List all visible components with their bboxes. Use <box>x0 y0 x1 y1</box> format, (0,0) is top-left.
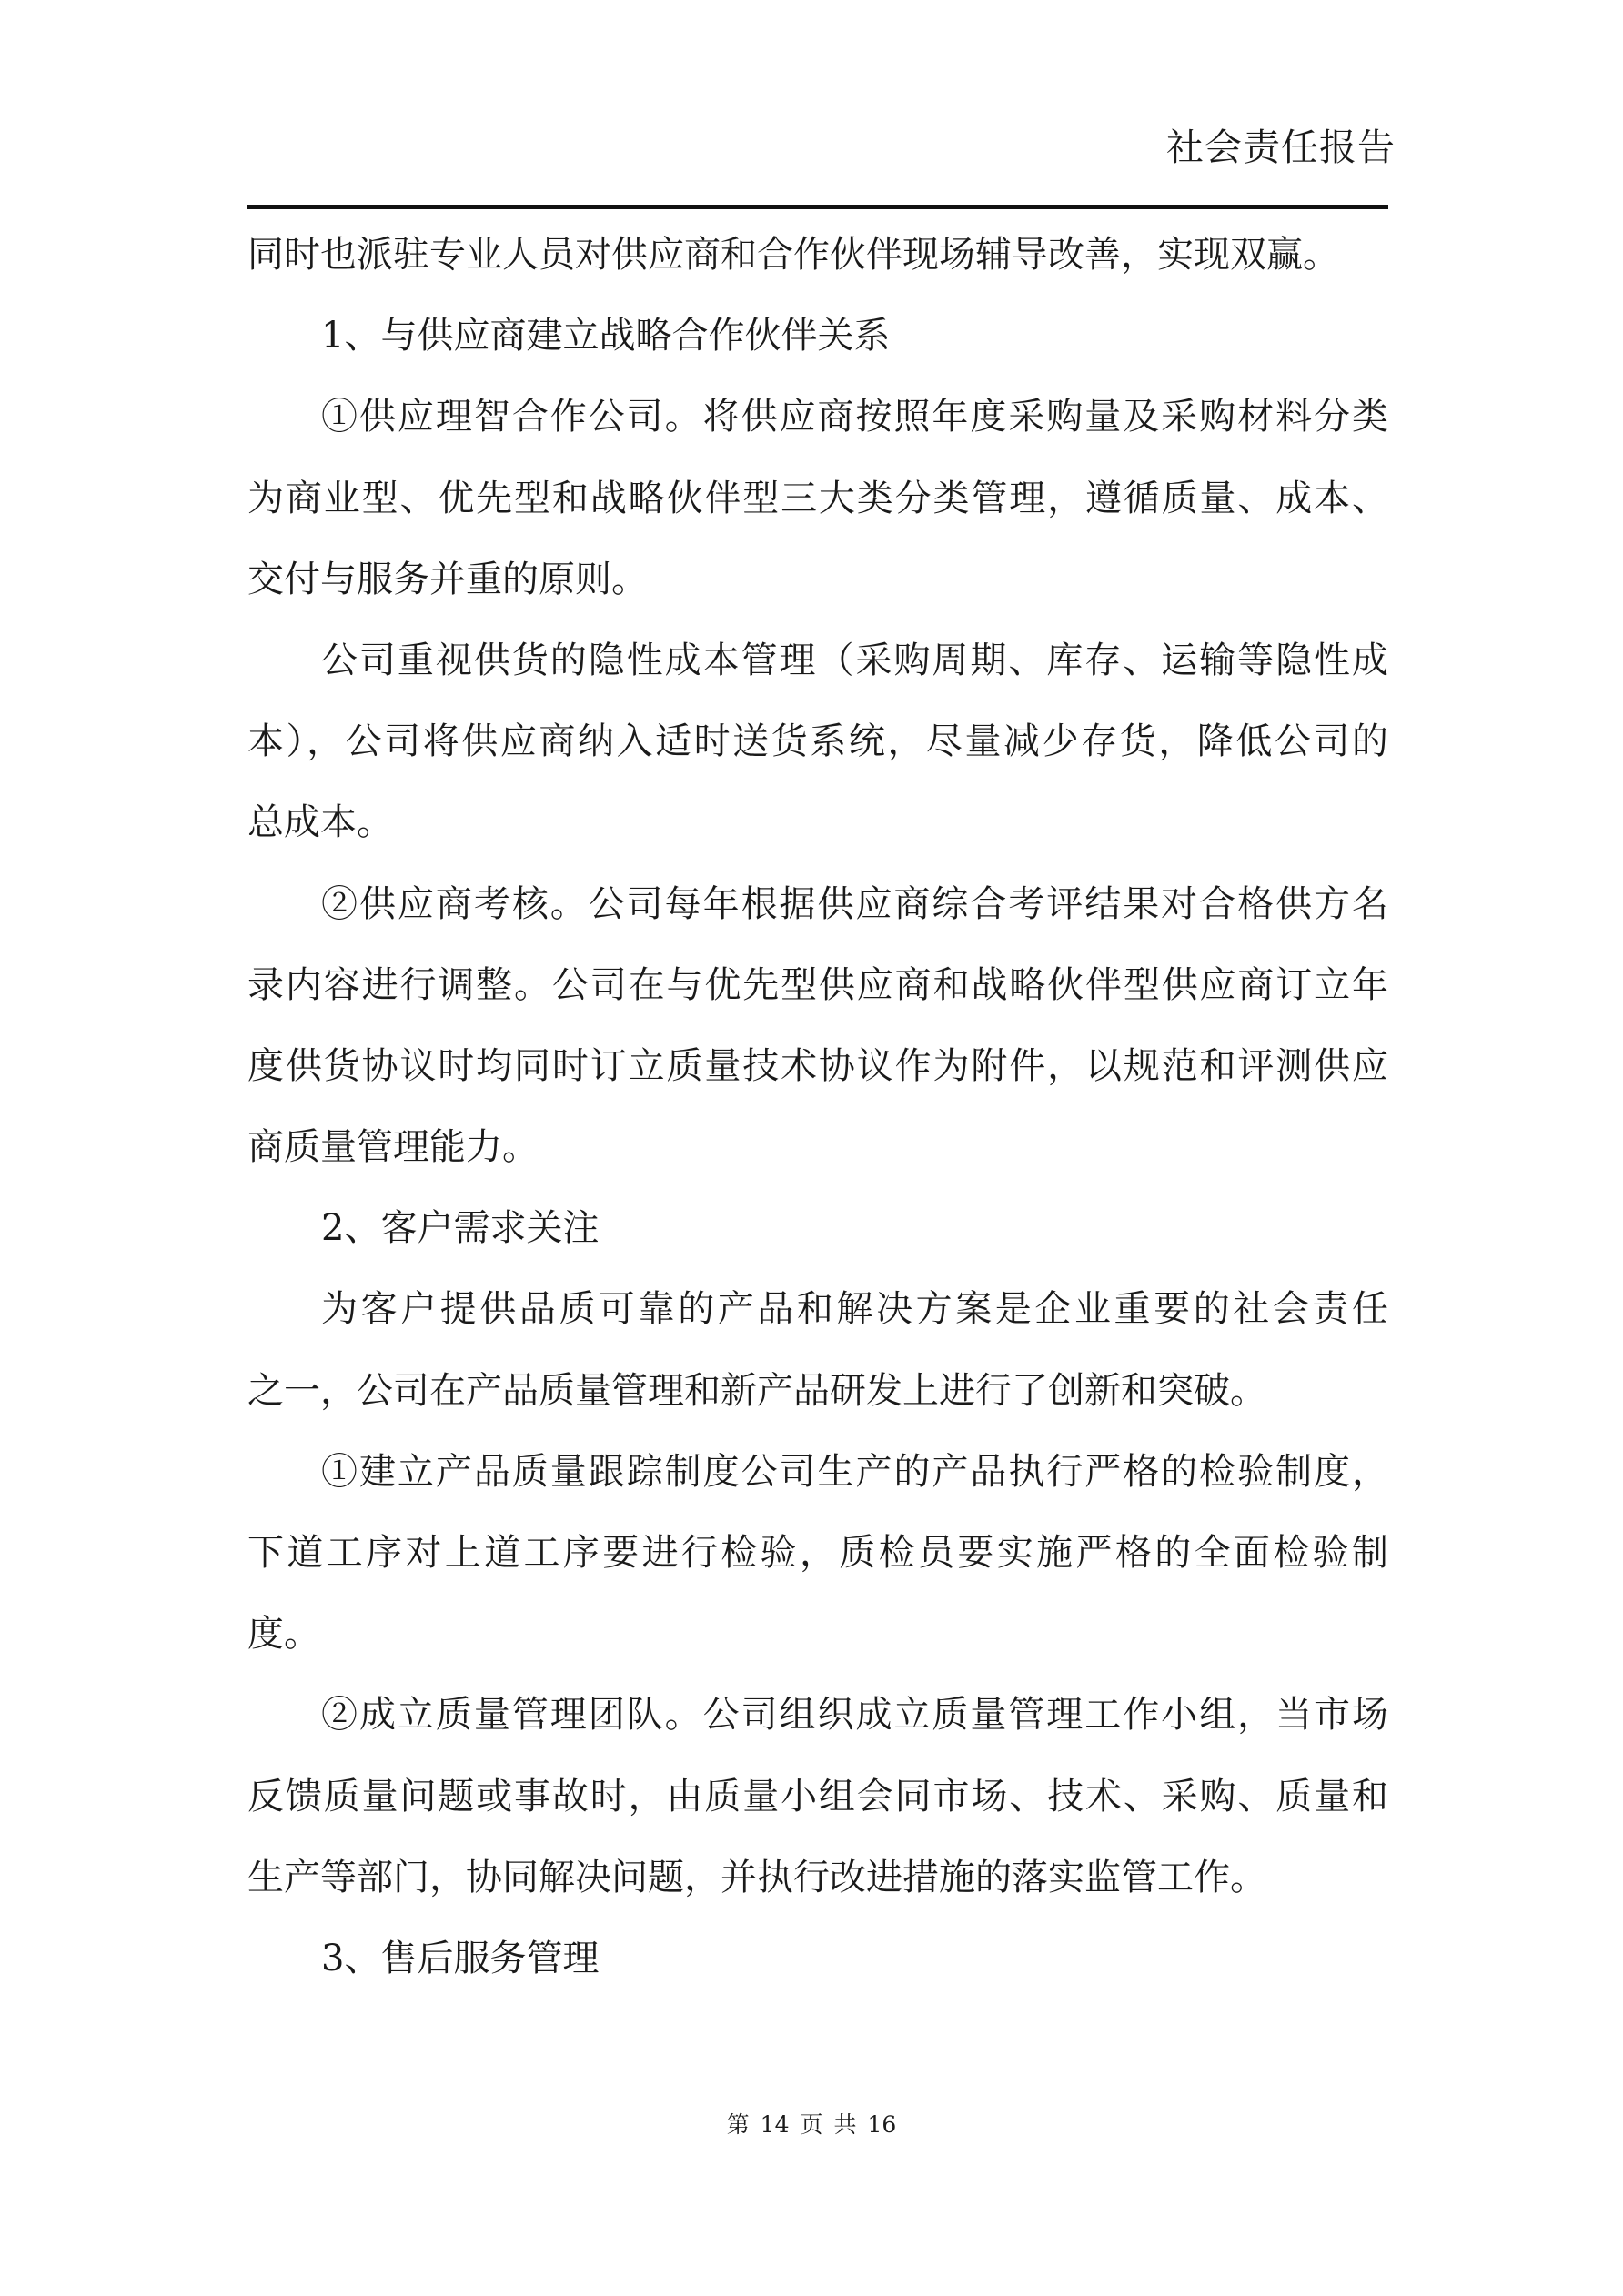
body-line: 下道工序对上道工序要进行检验，质检员要实施严格的全面检验制 <box>247 1532 1388 1574</box>
report-header-title: 社会责任报告 <box>1166 126 1396 169</box>
body-line: 商质量管理能力。 <box>247 1126 539 1169</box>
body-line: 公司重视供货的隐性成本管理（采购周期、库存、运输等隐性成 <box>321 639 1388 681</box>
page-label-mid: 页 <box>800 2111 823 2138</box>
body-line: 为商业型、优先型和战略伙伴型三大类分类管理，遵循质量、成本、 <box>247 477 1388 519</box>
body-line: 为客户提供品质可靠的产品和解决方案是企业重要的社会责任 <box>321 1288 1388 1331</box>
body-line: ②成立质量管理团队。公司组织成立质量管理工作小组，当市场 <box>321 1694 1388 1737</box>
body-line: ②供应商考核。公司每年根据供应商综合考评结果对合格供方名 <box>321 882 1388 925</box>
total-pages: 16 <box>867 2111 897 2138</box>
header-divider <box>247 205 1388 209</box>
body-line: 交付与服务并重的原则。 <box>247 558 648 600</box>
page-number: 14 <box>760 2111 790 2138</box>
body-line: 同时也派驻专业人员对供应商和合作伙伴现场辅导改善，实现双赢。 <box>247 234 1339 276</box>
total-label: 共 <box>833 2111 857 2138</box>
body-line: 度供货协议时均同时订立质量技术协议作为附件，以规范和评测供应 <box>247 1044 1388 1087</box>
body-line: 总成本。 <box>247 801 393 844</box>
body-line: ①建立产品质量跟踪制度公司生产的产品执行严格的检验制度， <box>321 1450 1388 1493</box>
body-line: 录内容进行调整。公司在与优先型供应商和战略伙伴型供应商订立年 <box>247 963 1388 1006</box>
page-label-prefix: 第 <box>726 2111 750 2138</box>
page-footer <box>0 2109 1623 2141</box>
document-body <box>247 215 1388 1999</box>
section-heading: 3、售后服务管理 <box>321 1937 600 1979</box>
body-line: 本），公司将供应商纳入适时送货系统，尽量减少存货，降低公司的 <box>247 720 1388 763</box>
body-line: 度。 <box>247 1613 320 1656</box>
body-line: ①供应理智合作公司。将供应商按照年度采购量及采购材料分类 <box>321 396 1388 438</box>
body-line: 之一，公司在产品质量管理和新产品研发上进行了创新和突破。 <box>247 1369 1266 1412</box>
body-line: 生产等部门，协同解决问题，并执行改进措施的落实监管工作。 <box>247 1856 1266 1898</box>
section-heading: 2、客户需求关注 <box>321 1207 600 1250</box>
section-heading: 1、与供应商建立战略合作伙伴关系 <box>321 315 891 357</box>
body-line: 反馈质量问题或事故时，由质量小组会同市场、技术、采购、质量和 <box>247 1775 1388 1818</box>
